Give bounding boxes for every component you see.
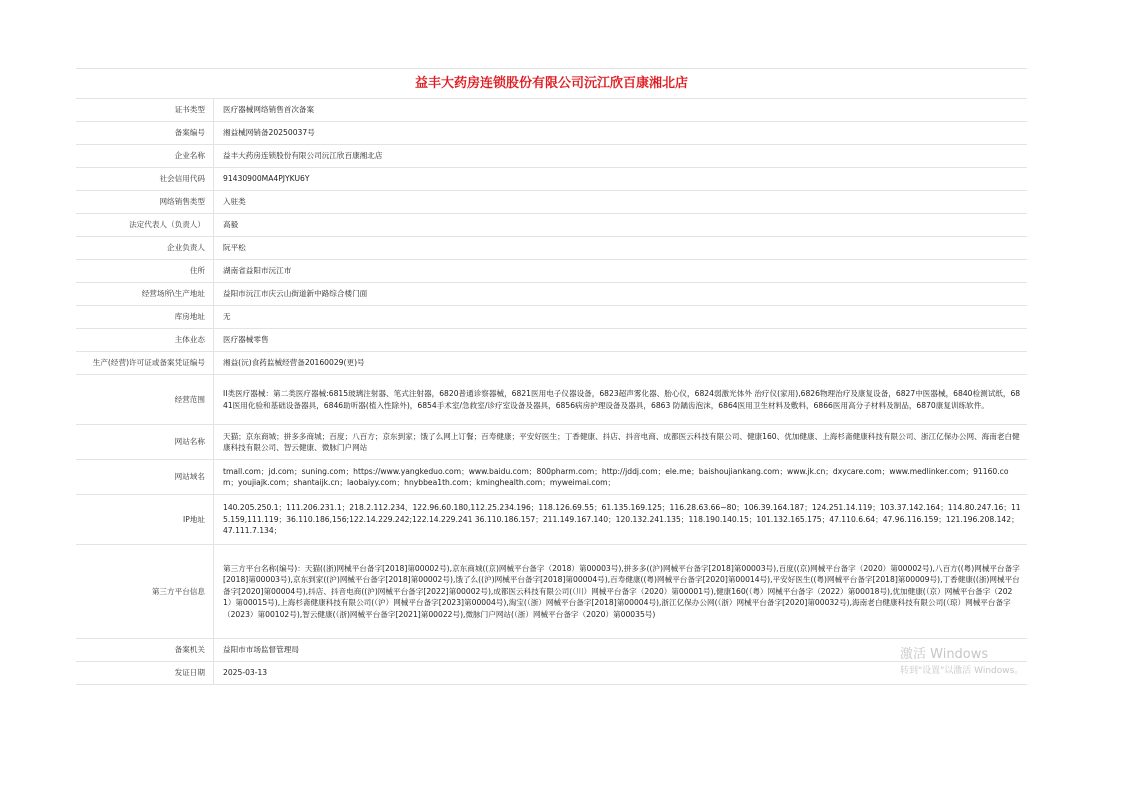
table-row <box>76 375 1027 425</box>
table-row <box>76 639 1027 662</box>
field-label: 社会信用代码 <box>76 168 214 191</box>
table-row <box>76 122 1027 145</box>
field-value: 91430900MA4PJYKU6Y <box>214 168 1028 191</box>
field-value: 湘益械网销备20250037号 <box>214 122 1028 145</box>
field-value: 高毅 <box>214 214 1028 237</box>
field-value: 益阳市市场监督管理局 <box>214 639 1028 662</box>
table-row <box>76 425 1027 460</box>
field-value: 湘益(沅)食药监械经营备20160029(更)号 <box>214 352 1028 375</box>
table-row <box>76 329 1027 352</box>
field-label: 备案机关 <box>76 639 214 662</box>
table-row <box>76 662 1027 685</box>
field-label: IP地址 <box>76 495 214 545</box>
field-label: 库房地址 <box>76 306 214 329</box>
table-row <box>76 545 1027 639</box>
field-label: 企业名称 <box>76 145 214 168</box>
field-label: 法定代表人（负责人） <box>76 214 214 237</box>
table-row <box>76 214 1027 237</box>
field-label: 住所 <box>76 260 214 283</box>
field-label: 经营场所\生产地址 <box>76 283 214 306</box>
record-table <box>76 98 1027 685</box>
table-row <box>76 99 1027 122</box>
field-value: 140.205.250.1；111.206.231.1；218.2.112.234、122.96.60.180,112.25.234.196；118.126.69.55；61.135.169.125；116.28.63.66~80；106.39.164.187；124.251.14.119；103.37.142.164；114.80.247.16；115.159,111.119；36.110.186,156;122.14.229.242;122.14.229.241 36.110.186.157；211.149.167.140；120.132.241.135；118.190.140.15；101.132.165.175；47.110.6.64；47.96.116.159；121.196.208.142；47.111.7.134； <box>214 495 1028 545</box>
field-label: 主体业态 <box>76 329 214 352</box>
field-label: 网站域名 <box>76 460 214 495</box>
field-label: 发证日期 <box>76 662 214 685</box>
table-row <box>76 495 1027 545</box>
field-label: 证书类型 <box>76 99 214 122</box>
field-value: 医疗器械网络销售首次备案 <box>214 99 1028 122</box>
field-value: 益阳市沅江市庆云山街道新中路综合楼门面 <box>214 283 1028 306</box>
table-row <box>76 306 1027 329</box>
field-value: 入驻类 <box>214 191 1028 214</box>
field-value: tmall.com；jd.com；suning.com；https://www.yangkeduo.com；www.baidu.com；800pharm.com；http://jddj.com；ele.me；baishoujiankang.com；www.jk.cn；dxycare.com；www.medlinker.com；91160.com；youjiajk.com；shantaijk.cn；laobaiyy.com；hnybbea1th.com；kminghealth.com；myweimai.com； <box>214 460 1028 495</box>
watermark-line1: 激活 Windows <box>900 647 989 662</box>
field-value: 第三方平台名称(编号)：天猫((浙)网械平台备字[2018]第00002号),京东商城((京)网械平台备字（2018）第00003号),拼多多((沪)网械平台备字[2018]第00003号),百度((京)网械平台备字（2020）第00002号),八百方((粤)网械平台备字[2018]第00003号),京东到家((沪)网械平台备字[2018]第00002号),饿了么((沪)网械平台备字[2018]第00004号),百寿健康((粤)网械平台备字[2020]第00014号),平安好医生((粤)网械平台备字[2018]第00009号),丁香健康((浙)网械平台备字[2020]第00004号),抖店、抖音电商((沪)网械平台备字[2022]第00002号),成都医云科技有限公司(（川）网械平台备字（2020）第00001号),健康160(（粤）网械平台备字（2022）第00018号),优加健康(（京）网械平台备字（2021）第00015号),上海杉斋健康科技有限公司(（沪）网械平台备字[2023]第00004号),淘宝(（浙）网械平台备字[2018]第00004号),浙江亿保办公网(（浙）网械平台备字[2020]第00032号),海南老白健康科技有限公司(（琼）网械平台备字（2023）第00102号),智云健康(（浙)网械平台备字[2021]第00022号),微脉门户网站(（浙）网械平台备字（2020）第00035号) <box>214 545 1028 639</box>
page-title: 益丰大药房连锁股份有限公司沅江欣百康湘北店 <box>76 68 1027 99</box>
field-label: 第三方平台信息 <box>76 545 214 639</box>
field-value: 益丰大药房连锁股份有限公司沅江欣百康湘北店 <box>214 145 1028 168</box>
windows-watermark <box>896 644 1027 684</box>
field-value: 医疗器械零售 <box>214 329 1028 352</box>
table-row <box>76 283 1027 306</box>
field-label: 网络销售类型 <box>76 191 214 214</box>
field-value: 湖南省益阳市沅江市 <box>214 260 1028 283</box>
table-row <box>76 168 1027 191</box>
field-label: 企业负责人 <box>76 237 214 260</box>
table-row <box>76 352 1027 375</box>
table-row <box>76 260 1027 283</box>
field-value: 天猫；京东商城；拼多多商城；百度；八百方；京东到家；饿了么网上订餐；百寿健康；平安好医生；丁香健康、抖店、抖音电商、成都医云科技有限公司、健康160、优加健康、上海杉斋健康科技有限公司、浙江亿保办公网、海南老白健康科技有限公司、智云健康、微脉门户网站 <box>214 425 1028 460</box>
table-row <box>76 191 1027 214</box>
field-label: 生产(经营)许可证或备案凭证编号 <box>76 352 214 375</box>
field-value: 2025-03-13 <box>214 662 1028 685</box>
field-label: 网站名称 <box>76 425 214 460</box>
watermark-line2: 转到"设置"以激活 Windows。 <box>900 666 1024 676</box>
table-row <box>76 237 1027 260</box>
field-label: 备案编号 <box>76 122 214 145</box>
field-label: 经营范围 <box>76 375 214 425</box>
field-value: II类医疗器械：第二类医疗器械:6815玻璃注射器、笔式注射器，6820普通诊察器械，6821医用电子仪器设备，6823超声雾化器、胎心仪，6824弱激光体外 治疗仪(家用),6826物理治疗及康复设备，6827中医器械，6840检测试纸，6841医用化验和基础设备器具，6846助听器(植入性除外)，6854手术室/急救室/诊疗室设备及器具，6856病房护理设备及器具，6863 防龋齿泡沫，6864医用卫生材料及敷料，6866医用高分子材料及制品，6870康复训练软件。 <box>214 375 1028 425</box>
field-value: 阮平松 <box>214 237 1028 260</box>
table-row <box>76 145 1027 168</box>
table-row <box>76 460 1027 495</box>
field-value: 无 <box>214 306 1028 329</box>
